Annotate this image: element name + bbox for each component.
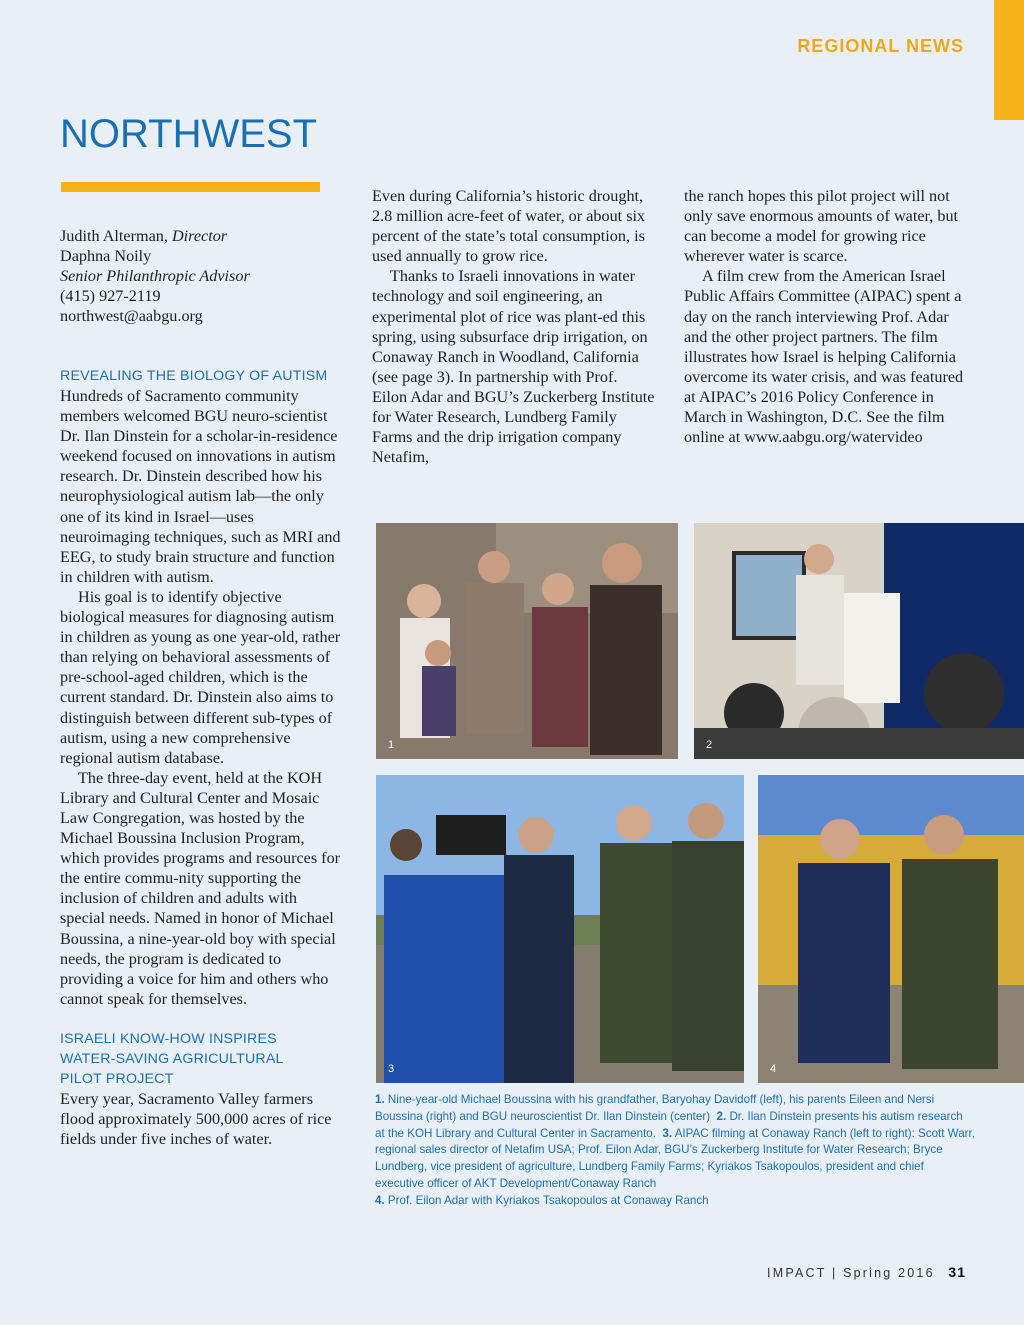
caption-text: Prof. Eilon Adar with Kyriakos Tsakopoulos at Conaway Ranch [387,1193,709,1207]
photo-number: 2 [706,739,713,751]
article2-headline-1: ISRAELI KNOW-HOW INSPIRES [60,1030,277,1047]
middle-column [372,186,656,467]
caption-number: 3. [662,1126,673,1140]
caption-number: 1. [375,1093,385,1106]
photo-number: 1 [388,739,395,751]
photo-1-illustration [376,523,678,759]
article1-headline: REVEALING THE BIOLOGY OF AUTISM [60,368,328,384]
photo-3-illustration [376,775,744,1083]
article1-paragraph-2: His goal is to identify objective biological measures for diagnosing autism in children as young as one year-old, rather than relying on behavioral assessments of pre-school-aged children, which is the current standard. Dr. Dinstein also aims to distinguish between different sub-types of autism, using a new comprehensive regional autism database. [60,587,341,767]
article2-headline-3: PILOT PROJECT [60,1070,174,1087]
caption-text: Nine-year-old Michael Boussina with his grandfather, Baryohay Davidoff (left), his parents Eileen and Nersi Boussina (right) and BGU neuroscientist Dr. Ilan Dinstein (center) [375,1093,935,1123]
photo-number: 3 [388,1063,395,1075]
contact-phone: (415) 927-2119 [60,287,161,306]
page-number: 31 [948,1264,966,1280]
contact-email[interactable]: northwest@aabgu.org [60,307,203,326]
article2-headline-2: WATER-SAVING AGRICULTURAL [60,1050,284,1067]
corner-accent-tab [994,0,1024,120]
title-underline [61,182,320,192]
article1-paragraph-3: The three-day event, held at the KOH Library and Cultural Center and Mosaic Law Congregation, was hosted by the Michael Boussina Inclusion Program, which provides programs and resources for the entire commu-nity supporting the inclusion of children and adults with special needs. Named in honor of Michael Boussina, a nine-year-old boy with special needs, the program is dedicated to providing a voice for him and others who cannot speak for themselves. [60,768,341,1008]
article2-paragraph-2-continued: the ranch hopes this pilot project will not only save enormous amounts of water, but can become a model for growing rice wherever water is scarce. [684,187,959,266]
article2-paragraph-2: Thanks to Israeli innovations in water technology and soil engineering, an experimental plot of rice was plant-ed this spring, using subsurface drip irrigation, on Conaway Ranch in Woodland, California (see page 3). In partnership with Prof. Eilon Adar and BGU’s Zuckerberg Institute for Water Research, Lundberg Family Farms and the drip irrigation company Netafim, [372,267,655,467]
page-footer [767,1264,966,1280]
photo-4-illustration [758,775,1024,1083]
photo-dinstein-presents [694,523,1024,759]
caption-number: 4. [375,1193,385,1207]
photo-captions [375,1092,975,1210]
photo-number: 4 [770,1063,777,1075]
photo-aipac-filming [376,775,744,1083]
director-line [60,226,340,246]
right-column [684,186,968,447]
photo-2-illustration [694,523,1024,759]
caption-text: AIPAC filming at Conaway Ranch (left to right): Scott Warr, regional sales director of Netafim USA; Prof. Eilon Adar, BGU’s Zuckerberg Institute for Water Research; Bryce Lundberg, vice president of agriculture, Lundberg Family Farms; Kyriakos Tsakopoulos, president and chief executive officer of AKT Development/Conaway Ranch [375,1126,975,1190]
section-label: REGIONAL NEWS [797,36,964,56]
photo-boussina-family [376,523,678,759]
director-title: Director [171,227,228,245]
left-column [60,366,344,1149]
article2-paragraph-1-continued: Even during California’s historic drought, 2.8 million acre-feet of water, or about six percent of the state’s total consumption, is used annually to grow rice. [372,187,646,266]
advisor-name: Daphna Noily [60,247,152,266]
advisor-title: Senior Philanthropic Advisor [60,267,250,286]
article2-paragraph-1-start: Every year, Sacramento Valley farmers flood approximately 500,000 acres of rice fields under five inches of water. [60,1089,332,1149]
article1-paragraph-1: Hundreds of Sacramento community members welcomed BGU neuro-scientist Dr. Ilan Dinstein for a scholar-in-residence weekend focused on innovations in autism research. Dr. Dinstein described how his neurophysiological autism lab—the only one of its kind in Israel—uses neuroimaging techniques, such as MRI and EEG, to study brain structure and function in children with autism. [60,387,341,586]
photo-adar-tsakopoulos [758,775,1024,1083]
contact-block [60,226,340,326]
caption-text: Dr. Ilan Dinstein presents his autism research at the KOH Library and Cultural Center in Sacramento. [375,1109,963,1140]
caption-number: 2. [716,1109,727,1123]
region-title: NORTHWEST [60,112,318,156]
publication-name: IMPACT | Spring 2016 [767,1266,935,1280]
director-name: Judith Alterman, [60,227,168,245]
article2-paragraph-3: A film crew from the American Israel Public Affairs Committee (AIPAC) spent a day on the ranch interviewing Prof. Adar and the other project partners. The film illustrates how Israel is helping California overcome its water crisis, and was featured at AIPAC’s 2016 Policy Conference in March in Washington, D.C. See the film online at www.aabgu.org/watervideo [684,267,964,447]
